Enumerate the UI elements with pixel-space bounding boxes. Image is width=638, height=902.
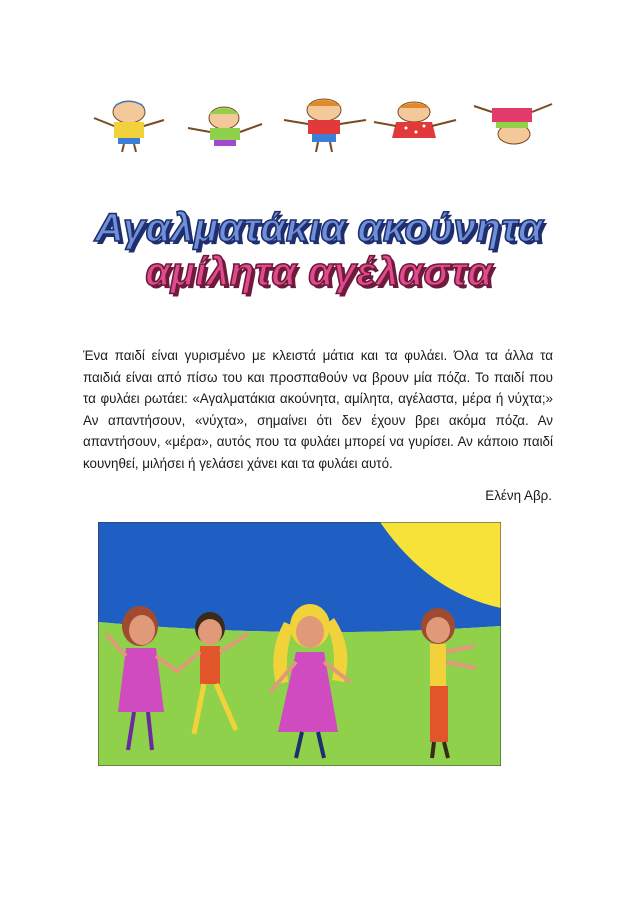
title-line-2: αμίλητα αγέλαστα: [145, 250, 493, 294]
children-drawing-image: [98, 522, 501, 766]
title-line-1: Αγαλματάκια ακούνητα: [94, 206, 544, 250]
page-title: [80, 206, 558, 294]
children-banner-image: [84, 98, 554, 152]
game-description: Ένα παιδί είναι γυρισμένο με κλειστά μάτια και τα φυλάει. Όλα τα άλλα τα παιδιά είναι από πίσω του και προσπαθούν να βρουν μία πόζα. Το παιδί που τα φυλάει ρωτάει: «Αγαλματάκια ακούνητα, αμίλητα, αγέλαστα, μέρα ή νύχτα;» Αν απαντήσουν, «νύχτα», σημαίνει ότι δεν έχουν βρει ακόμα πόζα. Αν απαντήσουν, «μέρα», αυτός που τα φυλάει μπορεί να γυρίσει. Αν κάποιο παιδί κουνηθεί, μιλήσει ή γελάσει χάνει και τα φυλάει αυτό.: [83, 348, 553, 471]
author-signature: Ελένη Αβρ.: [485, 488, 552, 503]
